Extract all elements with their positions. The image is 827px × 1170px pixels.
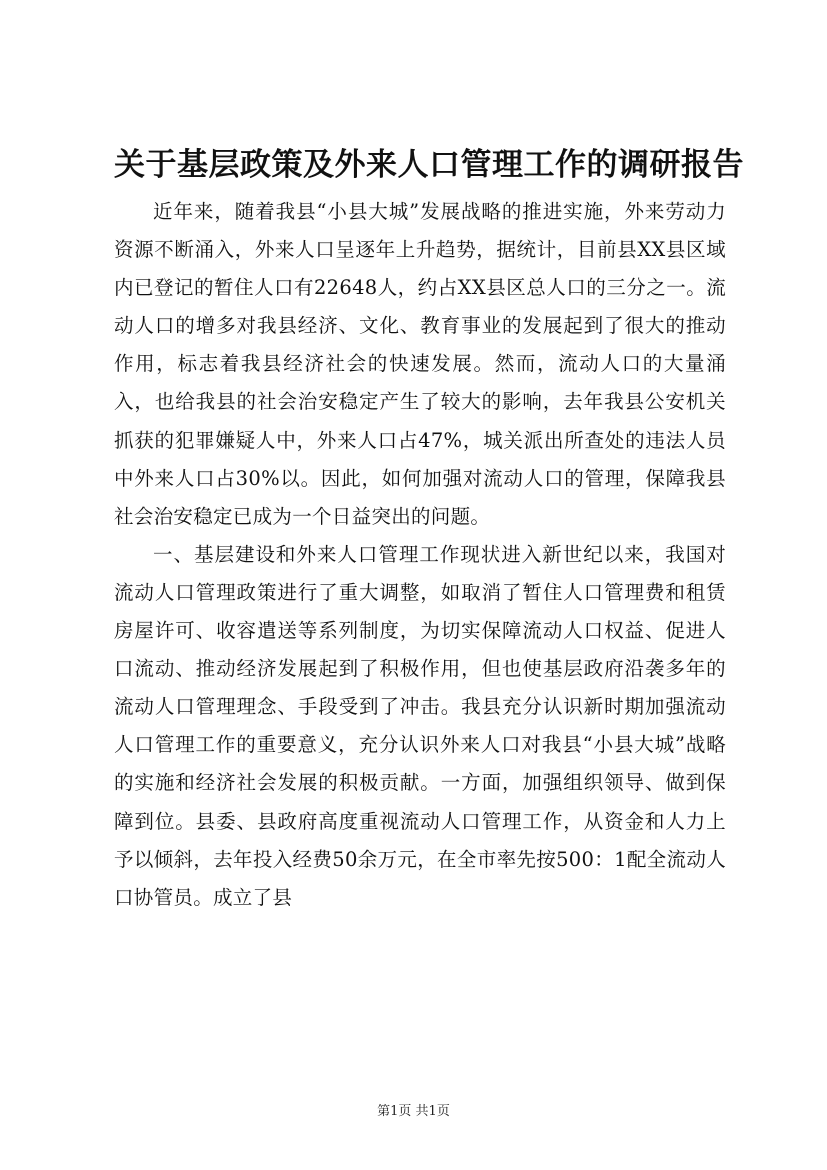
page-footer: 第1页 共1页 xyxy=(377,1104,450,1119)
document-title: 关于基层政策及外来人口管理工作的调研报告 xyxy=(114,147,744,183)
paragraph-section-one: 一、基层建设和外来人口管理工作现状进入新世纪以来，我国对流动人口管理政策进行了重大调整，如取消了暂住人口管理费和租赁房屋许可、收容遣送等系列制度，为切实保障流动人口权益、促进人口流动、推动经济发展起到了积极作用，但也使基层政府沿袭多年的流动人口管理理念、手段受到了冲击。我县充分认识新时期加强流动人口管理工作的重要意义，充分认识外来人口对我县“小县大城”战略的实施和经济社会发展的积极贡献。一方面，加强组织领导、做到保障到位。县委、县政府高度重视流动人口管理工作，从资金和人力上予以倾斜，去年投入经费50余万元，在全市率先按500：1配全流动人口协管员。成立了县 xyxy=(114,542,726,909)
document-body xyxy=(114,193,726,917)
paragraph-intro: 近年来，随着我县“小县大城”发展战略的推进实施，外来劳动力资源不断涌入，外来人口呈逐年上升趋势，据统计，目前县XX县区域内已登记的暂住人口有22648人，约占XX县区总人口的三分之一。流动人口的增多对我县经济、文化、教育事业的发展起到了很大的推动作用，标志着我县经济社会的快速发展。然而，流动人口的大量涌入，也给我县的社会治安稳定产生了较大的影响，去年我县公安机关抓获的犯罪嫌疑人中，外来人口占47%，城关派出所查处的违法人员中外来人口占30%以。因此，如何加强对流动人口的管理，保障我县社会治安稳定已成为一个日益突出的问题。 xyxy=(114,200,726,528)
